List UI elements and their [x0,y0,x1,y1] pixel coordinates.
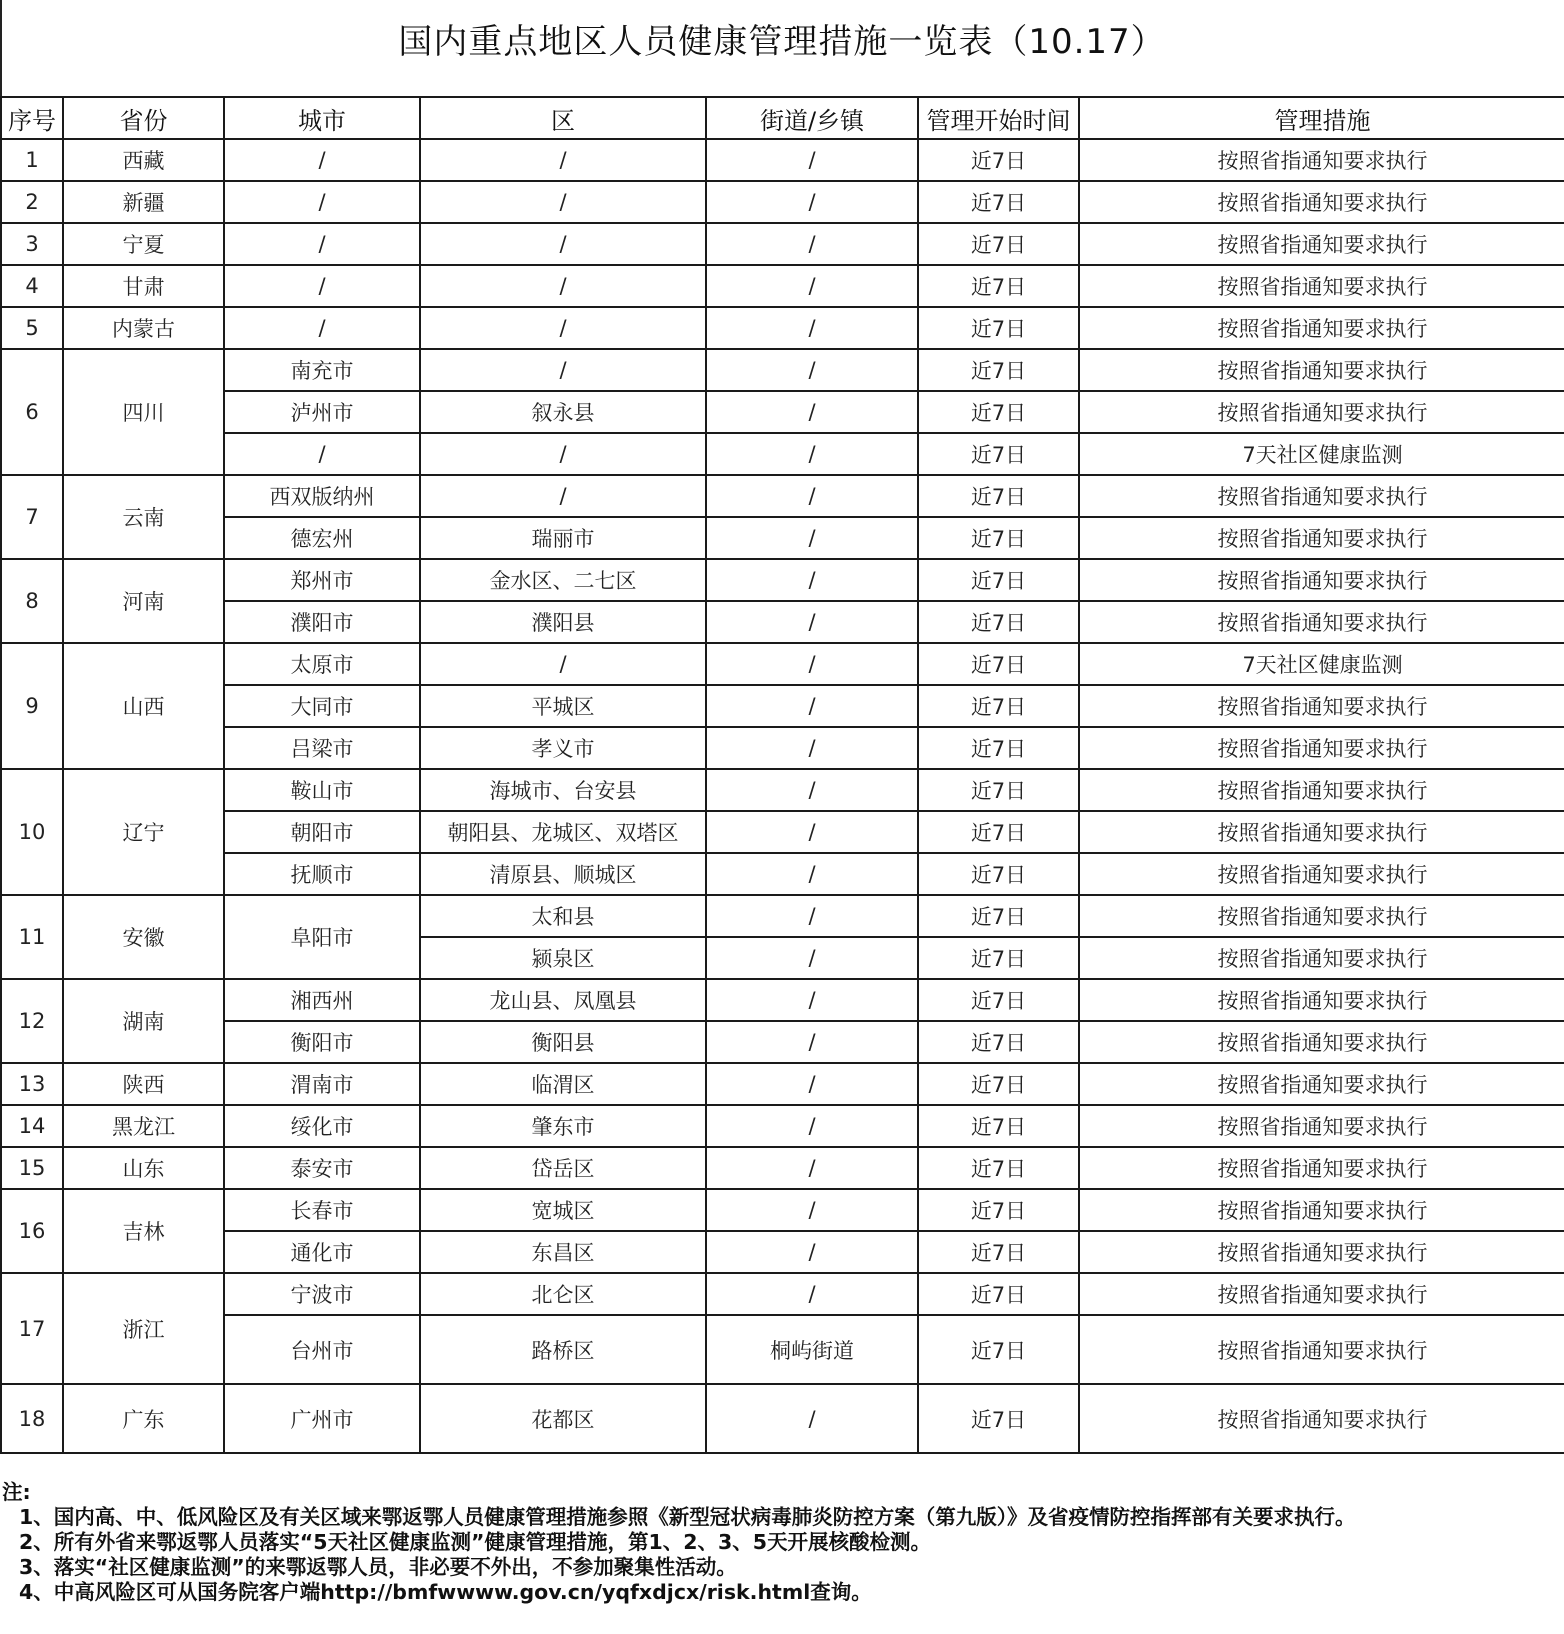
header-no: 序号 [1,97,63,139]
cell-street: / [706,895,918,937]
cell-city: 台州市 [224,1315,420,1384]
table-row [1,685,1564,727]
cell-district: 路桥区 [420,1315,706,1384]
cell-start-time: 近7日 [918,1021,1079,1063]
cell-city: / [224,307,420,349]
table-row [1,769,1564,811]
cell-start-time: 近7日 [918,517,1079,559]
cell-start-time: 近7日 [918,433,1079,475]
cell-street: / [706,1189,918,1231]
cell-measure: 按照省指通知要求执行 [1079,559,1564,601]
cell-district: / [420,223,706,265]
cell-district: / [420,265,706,307]
cell-street: / [706,1105,918,1147]
cell-province: 黑龙江 [63,1105,224,1147]
cell-measure: 按照省指通知要求执行 [1079,685,1564,727]
cell-city: 朝阳市 [224,811,420,853]
cell-city: / [224,139,420,181]
cell-district: / [420,139,706,181]
cell-measure: 7天社区健康监测 [1079,643,1564,685]
cell-street: / [706,391,918,433]
cell-province: 甘肃 [63,265,224,307]
header-city: 城市 [224,97,420,139]
cell-measure: 按照省指通知要求执行 [1079,979,1564,1021]
cell-city: 泸州市 [224,391,420,433]
cell-start-time: 近7日 [918,1063,1079,1105]
cell-no: 15 [1,1147,63,1189]
cell-measure: 按照省指通知要求执行 [1079,727,1564,769]
cell-no: 9 [1,643,63,769]
table-row [1,853,1564,895]
table-row [1,349,1564,391]
note-line: 3、落实“社区健康监测”的来鄂返鄂人员，非必要不外出，不参加聚集性活动。 [19,1555,737,1579]
cell-no: 6 [1,349,63,475]
table-row [1,475,1564,517]
cell-street: / [706,475,918,517]
cell-street: / [706,937,918,979]
cell-district: / [420,349,706,391]
cell-province: 西藏 [63,139,224,181]
cell-city: 广州市 [224,1384,420,1453]
cell-city: 大同市 [224,685,420,727]
cell-province: 宁夏 [63,223,224,265]
cell-province: 浙江 [63,1273,224,1384]
table-row [1,643,1564,685]
cell-district: / [420,643,706,685]
table-row [1,307,1564,349]
cell-no: 3 [1,223,63,265]
health-measures-table [0,96,1564,1454]
cell-measure: 按照省指通知要求执行 [1079,391,1564,433]
table-row [1,391,1564,433]
cell-start-time: 近7日 [918,685,1079,727]
cell-no: 13 [1,1063,63,1105]
cell-city: 湘西州 [224,979,420,1021]
cell-city: / [224,265,420,307]
cell-street: / [706,685,918,727]
cell-measure: 按照省指通知要求执行 [1079,1273,1564,1315]
cell-start-time: 近7日 [918,643,1079,685]
table-row [1,517,1564,559]
cell-street: / [706,811,918,853]
cell-measure: 按照省指通知要求执行 [1079,1021,1564,1063]
cell-start-time: 近7日 [918,1189,1079,1231]
note-line: 2、所有外省来鄂返鄂人员落实“5天社区健康监测”健康管理措施，第1、2、3、5天开展核酸检测。 [19,1530,932,1554]
cell-province: 四川 [63,349,224,475]
table-row [1,223,1564,265]
cell-city: / [224,433,420,475]
table-row [1,139,1564,181]
cell-measure: 按照省指通知要求执行 [1079,769,1564,811]
cell-start-time: 近7日 [918,265,1079,307]
header-street: 街道/乡镇 [706,97,918,139]
note-line: 4、中高风险区可从国务院客户端http://bmfwwww.gov.cn/yqfxdjcx/risk.html查询。 [19,1580,872,1604]
cell-district: 瑞丽市 [420,517,706,559]
cell-district: 朝阳县、龙城区、双塔区 [420,811,706,853]
cell-start-time: 近7日 [918,475,1079,517]
cell-district: 平城区 [420,685,706,727]
cell-city: 抚顺市 [224,853,420,895]
cell-measure: 按照省指通知要求执行 [1079,1231,1564,1273]
cell-province: 内蒙古 [63,307,224,349]
cell-district: / [420,181,706,223]
cell-province: 安徽 [63,895,224,979]
cell-street: / [706,349,918,391]
cell-measure: 按照省指通知要求执行 [1079,937,1564,979]
cell-district: 太和县 [420,895,706,937]
cell-start-time: 近7日 [918,223,1079,265]
page-title: 国内重点地区人员健康管理措施一览表（10.17） [398,22,1166,62]
cell-measure: 7天社区健康监测 [1079,433,1564,475]
cell-no: 7 [1,475,63,559]
table-row [1,979,1564,1021]
cell-district: 宽城区 [420,1189,706,1231]
cell-city: 西双版纳州 [224,475,420,517]
cell-start-time: 近7日 [918,769,1079,811]
cell-no: 8 [1,559,63,643]
cell-province: 河南 [63,559,224,643]
cell-start-time: 近7日 [918,1315,1079,1384]
cell-no: 10 [1,769,63,895]
cell-street: / [706,1021,918,1063]
cell-start-time: 近7日 [918,811,1079,853]
cell-city: 泰安市 [224,1147,420,1189]
header-measure: 管理措施 [1079,97,1564,139]
cell-start-time: 近7日 [918,937,1079,979]
table-row [1,265,1564,307]
cell-street: / [706,307,918,349]
cell-start-time: 近7日 [918,139,1079,181]
cell-street: / [706,1063,918,1105]
table-row [1,1147,1564,1189]
table-row [1,181,1564,223]
cell-street: / [706,139,918,181]
cell-district: 花都区 [420,1384,706,1453]
cell-province: 山东 [63,1147,224,1189]
cell-measure: 按照省指通知要求执行 [1079,517,1564,559]
cell-no: 4 [1,265,63,307]
cell-measure: 按照省指通知要求执行 [1079,1105,1564,1147]
cell-street: / [706,643,918,685]
cell-district: 东昌区 [420,1231,706,1273]
cell-district: 肇东市 [420,1105,706,1147]
cell-measure: 按照省指通知要求执行 [1079,811,1564,853]
header-province: 省份 [63,97,224,139]
cell-district: / [420,475,706,517]
cell-city: 德宏州 [224,517,420,559]
cell-start-time: 近7日 [918,601,1079,643]
cell-city: 长春市 [224,1189,420,1231]
cell-district: 北仑区 [420,1273,706,1315]
table-row [1,811,1564,853]
table-row [1,1384,1564,1453]
cell-city: 宁波市 [224,1273,420,1315]
cell-start-time: 近7日 [918,1105,1079,1147]
cell-city: 鞍山市 [224,769,420,811]
cell-measure: 按照省指通知要求执行 [1079,853,1564,895]
cell-street: / [706,265,918,307]
cell-measure: 按照省指通知要求执行 [1079,139,1564,181]
cell-city: / [224,181,420,223]
note-line: 1、国内高、中、低风险区及有关区域来鄂返鄂人员健康管理措施参照《新型冠状病毒肺炎防控方案（第九版）》及省疫情防控指挥部有关要求执行。 [19,1505,1356,1529]
cell-city: 渭南市 [224,1063,420,1105]
cell-measure: 按照省指通知要求执行 [1079,349,1564,391]
cell-district: 临渭区 [420,1063,706,1105]
cell-street: / [706,1147,918,1189]
table-row [1,727,1564,769]
cell-street: 桐屿街道 [706,1315,918,1384]
cell-province: 新疆 [63,181,224,223]
cell-measure: 按照省指通知要求执行 [1079,895,1564,937]
cell-district: 颍泉区 [420,937,706,979]
table-header-row [1,97,1564,139]
cell-province: 广东 [63,1384,224,1453]
cell-start-time: 近7日 [918,559,1079,601]
table-row [1,895,1564,937]
cell-district: 岱岳区 [420,1147,706,1189]
cell-street: / [706,1273,918,1315]
cell-district: 海城市、台安县 [420,769,706,811]
table-row [1,433,1564,475]
cell-no: 2 [1,181,63,223]
cell-start-time: 近7日 [918,391,1079,433]
cell-start-time: 近7日 [918,727,1079,769]
cell-city: 吕梁市 [224,727,420,769]
cell-measure: 按照省指通知要求执行 [1079,181,1564,223]
cell-start-time: 近7日 [918,307,1079,349]
cell-no: 14 [1,1105,63,1147]
cell-district: 清原县、顺城区 [420,853,706,895]
cell-province: 湖南 [63,979,224,1063]
cell-city: 濮阳市 [224,601,420,643]
cell-district: 衡阳县 [420,1021,706,1063]
cell-no: 11 [1,895,63,979]
table-row [1,1189,1564,1231]
notes-label: 注: [2,1480,31,1504]
table-row [1,1063,1564,1105]
cell-measure: 按照省指通知要求执行 [1079,1189,1564,1231]
table-row [1,1105,1564,1147]
header-start-time: 管理开始时间 [918,97,1079,139]
header-district: 区 [420,97,706,139]
cell-measure: 按照省指通知要求执行 [1079,475,1564,517]
cell-province: 吉林 [63,1189,224,1273]
table-row [1,1273,1564,1315]
cell-street: / [706,979,918,1021]
cell-street: / [706,769,918,811]
cell-start-time: 近7日 [918,853,1079,895]
cell-start-time: 近7日 [918,895,1079,937]
cell-street: / [706,853,918,895]
cell-measure: 按照省指通知要求执行 [1079,307,1564,349]
cell-street: / [706,727,918,769]
cell-street: / [706,559,918,601]
cell-no: 1 [1,139,63,181]
cell-no: 18 [1,1384,63,1453]
cell-measure: 按照省指通知要求执行 [1079,1315,1564,1384]
cell-measure: 按照省指通知要求执行 [1079,1063,1564,1105]
cell-city: / [224,223,420,265]
cell-measure: 按照省指通知要求执行 [1079,265,1564,307]
cell-start-time: 近7日 [918,1273,1079,1315]
cell-measure: 按照省指通知要求执行 [1079,601,1564,643]
table-row [1,559,1564,601]
cell-measure: 按照省指通知要求执行 [1079,1147,1564,1189]
cell-street: / [706,223,918,265]
cell-province: 陕西 [63,1063,224,1105]
cell-city: 太原市 [224,643,420,685]
cell-street: / [706,601,918,643]
cell-province: 辽宁 [63,769,224,895]
cell-district: 龙山县、凤凰县 [420,979,706,1021]
cell-district: 金水区、二七区 [420,559,706,601]
cell-city: 通化市 [224,1231,420,1273]
table-row [1,1231,1564,1273]
cell-city: 衡阳市 [224,1021,420,1063]
cell-city: 郑州市 [224,559,420,601]
table-row [1,601,1564,643]
cell-start-time: 近7日 [918,181,1079,223]
cell-city: 绥化市 [224,1105,420,1147]
cell-province: 山西 [63,643,224,769]
table-body [1,139,1564,1453]
cell-start-time: 近7日 [918,1384,1079,1453]
cell-start-time: 近7日 [918,979,1079,1021]
cell-city: 阜阳市 [224,895,420,979]
cell-city: 南充市 [224,349,420,391]
cell-no: 12 [1,979,63,1063]
cell-province: 云南 [63,475,224,559]
cell-start-time: 近7日 [918,1231,1079,1273]
table-row [1,1021,1564,1063]
cell-street: / [706,1231,918,1273]
cell-street: / [706,1384,918,1453]
cell-no: 16 [1,1189,63,1273]
cell-street: / [706,181,918,223]
cell-district: / [420,433,706,475]
cell-district: 叙永县 [420,391,706,433]
cell-district: / [420,307,706,349]
cell-measure: 按照省指通知要求执行 [1079,223,1564,265]
cell-start-time: 近7日 [918,349,1079,391]
cell-measure: 按照省指通知要求执行 [1079,1384,1564,1453]
cell-no: 17 [1,1273,63,1384]
cell-district: 濮阳县 [420,601,706,643]
cell-district: 孝义市 [420,727,706,769]
table-row [1,1315,1564,1384]
cell-street: / [706,517,918,559]
cell-street: / [706,433,918,475]
cell-start-time: 近7日 [918,1147,1079,1189]
cell-no: 5 [1,307,63,349]
notes-section [0,1480,1564,1605]
